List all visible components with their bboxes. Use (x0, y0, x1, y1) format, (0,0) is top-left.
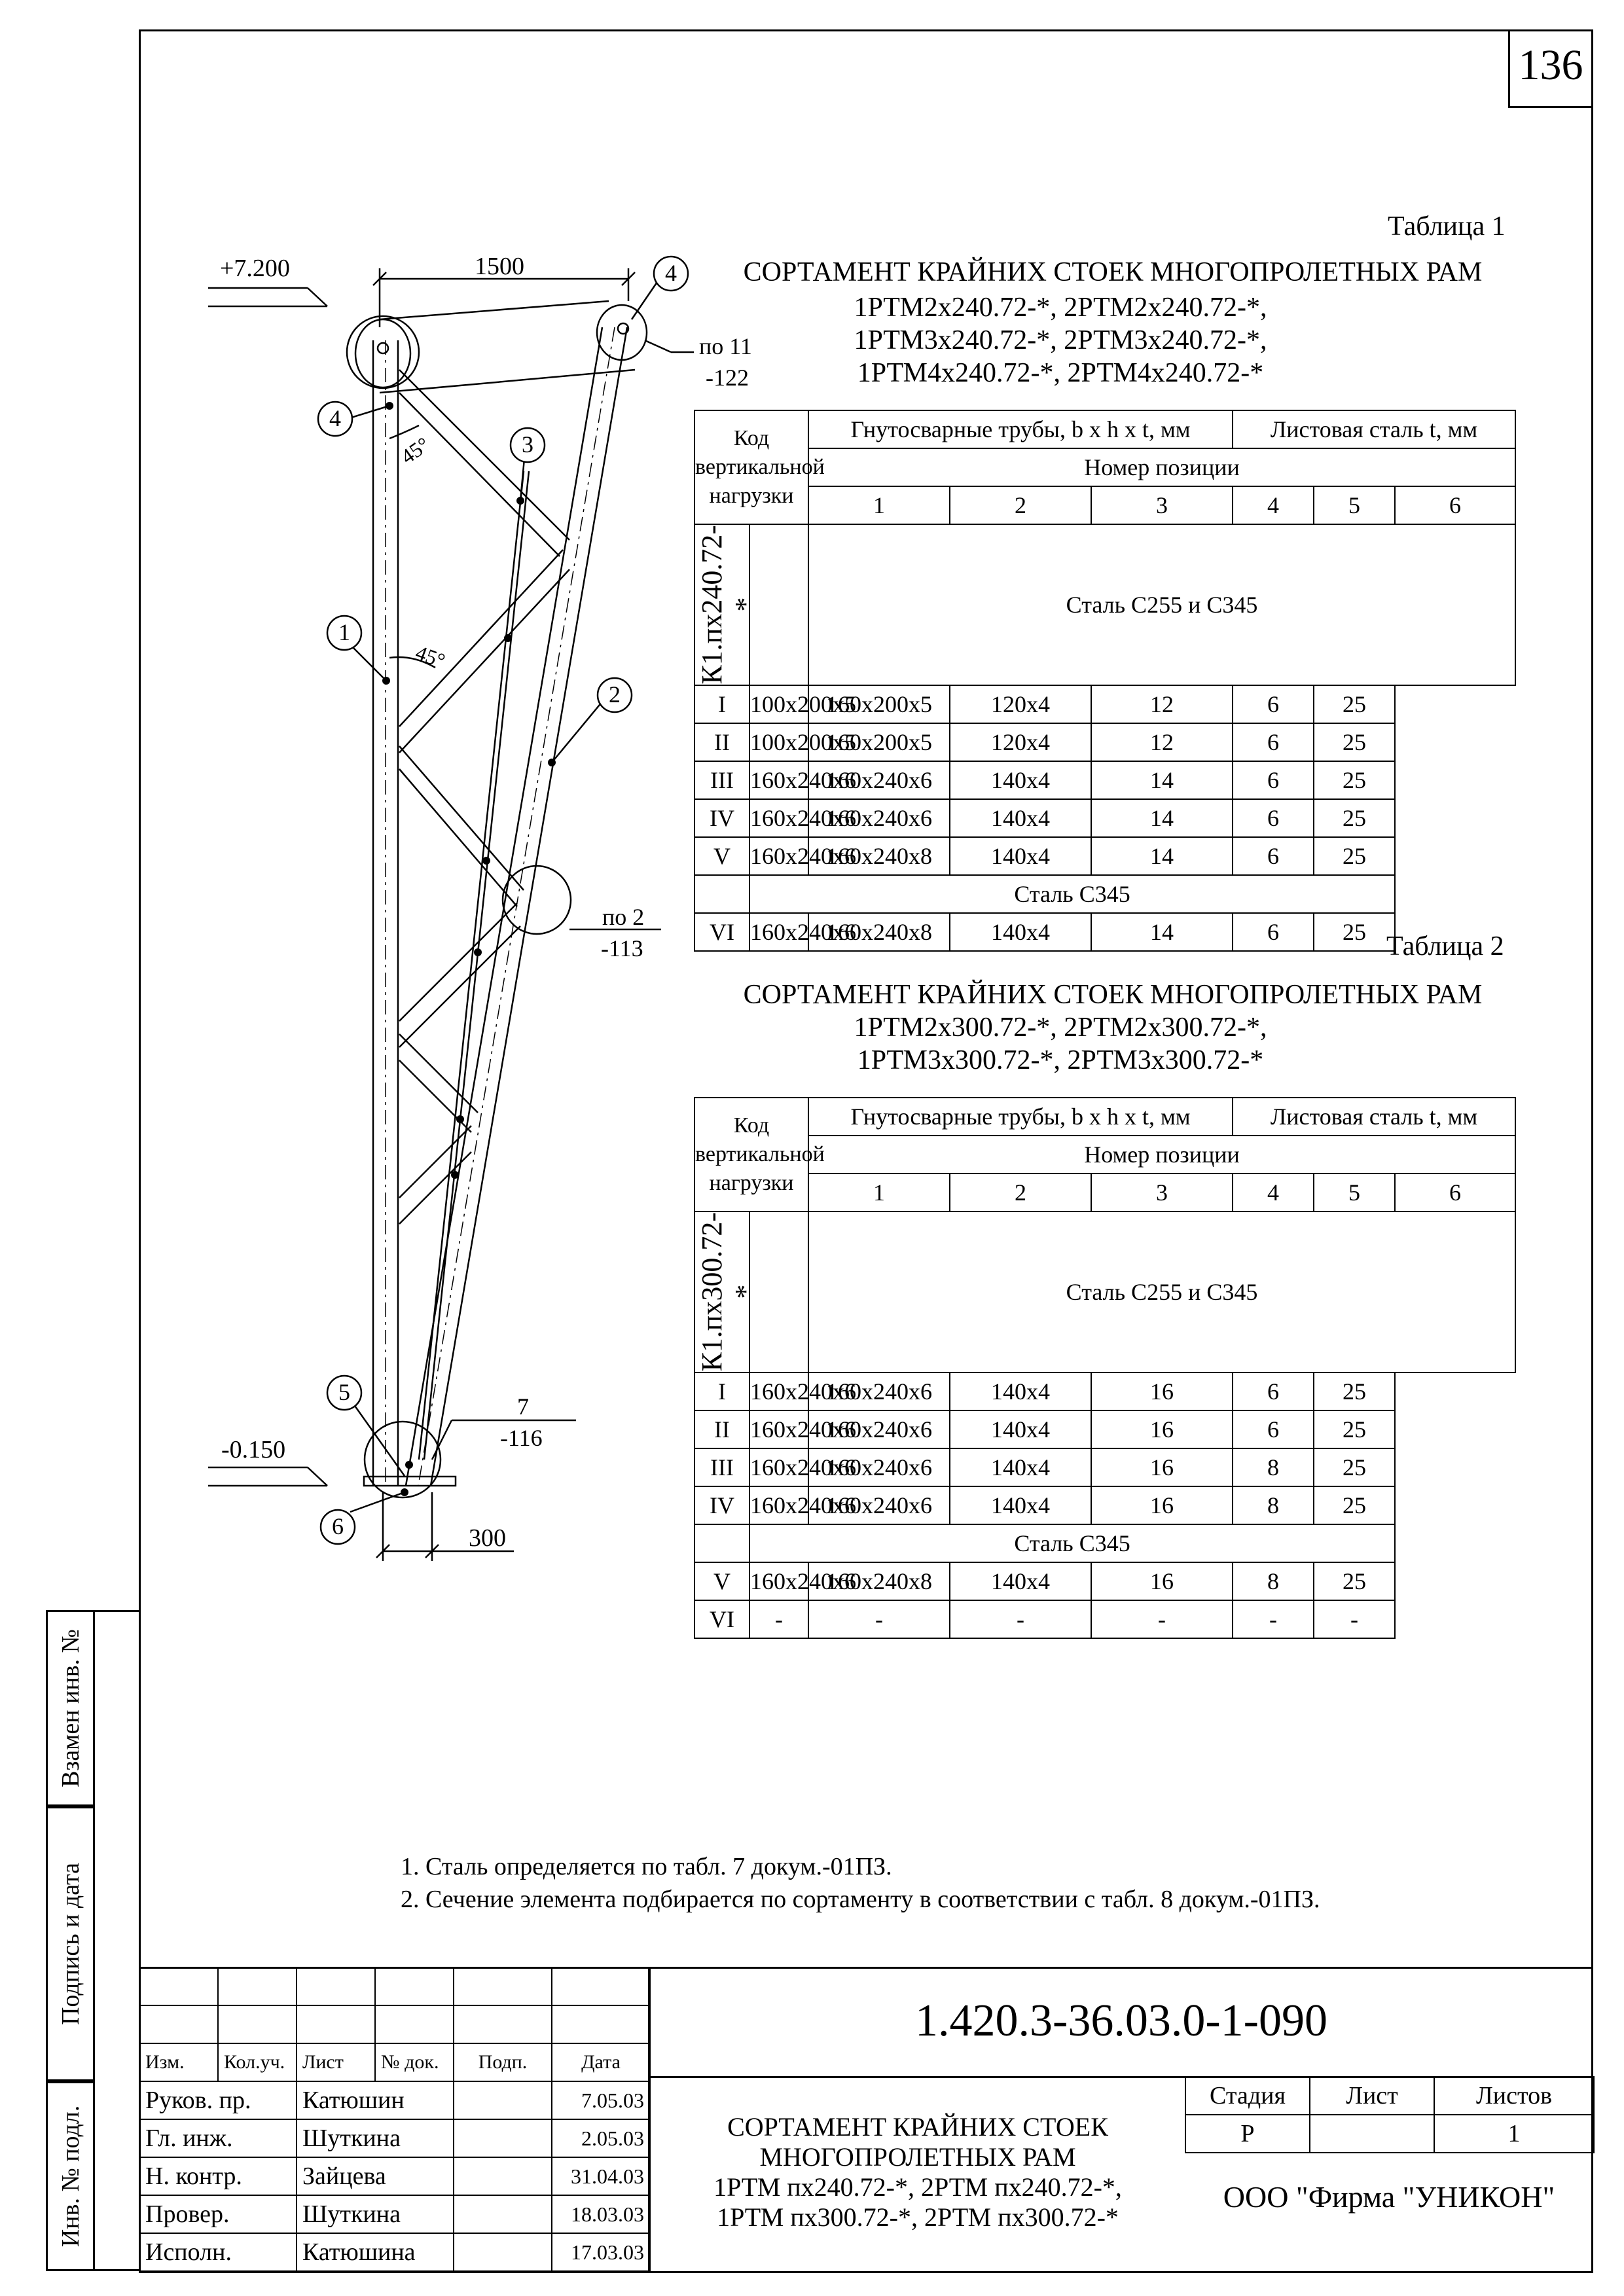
table2-rows1-cell: 25 (1314, 1448, 1395, 1486)
table1-rows1-cell: III (695, 761, 749, 799)
table2-rows1-cell: 8 (1233, 1486, 1314, 1524)
table2-rows1-cell: III (695, 1448, 749, 1486)
table1 (694, 410, 1516, 952)
table1-rows1 (695, 685, 1515, 875)
table1-rows1-cell: 25 (1314, 837, 1395, 875)
table2-group-cell (695, 1211, 761, 1372)
stage-value: Р (1185, 2115, 1310, 2153)
table1-rows1-cell: 14 (1091, 837, 1233, 875)
hdr-doc: № док. (375, 2043, 454, 2081)
table1-rows1-cell: 25 (1314, 723, 1395, 761)
hdr-izm: Изм. (139, 2043, 218, 2081)
table2-head-code: Код вертикальной нагрузки (695, 1098, 808, 1211)
table1-rows1-cell: V (695, 837, 749, 875)
sheets-value: 1 (1434, 2115, 1594, 2153)
table1-rows2-cell: 160х240х8 (808, 913, 950, 951)
side-signature-date: Подпись и дата (46, 1806, 95, 2081)
signature (454, 2157, 552, 2195)
table1-rows1-cell: 140х4 (950, 799, 1091, 837)
column-drawing (0, 0, 694, 1584)
table1-rows1-cell: 6 (1233, 837, 1314, 875)
table2-subtitle-1: 1РТМ2х300.72-*, 2РТМ2х300.72-*, (854, 1013, 1267, 1043)
table1-head-sheet: Листовая сталь t, мм (1233, 410, 1515, 448)
table1-subtitle-3: 1РТМ4х240.72-*, 2РТМ4х240.72-* (857, 358, 1264, 388)
doc-title-3: 1РТМ пх240.72-*, 2РТМ пх240.72-*, (713, 2172, 1122, 2202)
table1-rows1-cell: 6 (1233, 761, 1314, 799)
table2-rows2-cell: 140х4 (950, 1562, 1091, 1600)
table1-rows1-cell: 25 (1314, 685, 1395, 723)
table2-rows1-cell: 160х240х6 (749, 1410, 808, 1448)
angle-label-2: 45° (412, 640, 448, 673)
hdr-date: Дата (552, 2043, 650, 2081)
table1-rows1-row (695, 799, 1515, 837)
person-name: Шуткина (297, 2195, 454, 2233)
table1-rows1-cell: 100х200х5 (749, 685, 808, 723)
table1-title: СОРТАМЕНТ КРАЙНИХ СТОЕК МНОГОПРОЛЕТНЫХ РАМ (743, 257, 1483, 287)
table2-rows1-cell: 25 (1314, 1372, 1395, 1410)
table2-rows1-cell: 25 (1314, 1486, 1395, 1524)
table1-rows1-row (695, 837, 1515, 875)
callout-6: 6 (332, 1513, 344, 1539)
table1-rows1-cell: 160х240х6 (749, 837, 808, 875)
table1-rows1-cell: 160х200х5 (808, 723, 950, 761)
table1-col: 2 (950, 486, 1091, 524)
ref-7-bottom: -116 (500, 1425, 543, 1451)
table2-rows2-cell: V (695, 1562, 749, 1600)
table2-rows2-cell: - (1091, 1600, 1233, 1638)
callout-4-left: 4 (329, 405, 341, 431)
ref-2-top: по 2 (602, 904, 645, 930)
table2-rows1-cell: 25 (1314, 1410, 1395, 1448)
table2-rows1-cell: 160х240х6 (749, 1372, 808, 1410)
table1-rows1-cell: 140х4 (950, 761, 1091, 799)
role: Руков. пр. (139, 2081, 297, 2119)
angle-label-1: 45° (396, 432, 434, 469)
signature-row (139, 2081, 650, 2119)
table2-rows1-cell: 160х240х6 (808, 1372, 950, 1410)
hdr-sign: Подп. (454, 2043, 552, 2081)
table2-rows1-cell: 16 (1091, 1486, 1233, 1524)
table2-rows1-cell: IV (695, 1486, 749, 1524)
table1-rows1-row (695, 761, 1515, 799)
date: 31.04.03 (552, 2157, 650, 2195)
table2-head-pos: Номер позиции (808, 1136, 1515, 1174)
table2-rows1-cell: 16 (1091, 1448, 1233, 1486)
level-top-label: +7.200 (220, 255, 290, 282)
table2-rows2-cell: - (950, 1600, 1091, 1638)
table1-rows1-row (695, 723, 1515, 761)
table1-rows1-cell: IV (695, 799, 749, 837)
sheet-header: Лист (1310, 2077, 1434, 2115)
signature (454, 2081, 552, 2119)
table2-rows1-cell: 8 (1233, 1448, 1314, 1486)
table1-rows1-row (695, 685, 1515, 723)
note-1: 1. Сталь определяется по табл. 7 докум.-01ПЗ. (401, 1853, 892, 1880)
table1-rows1-cell: 25 (1314, 799, 1395, 837)
table1-head-code: Код вертикальной нагрузки (695, 410, 808, 524)
signature-row (139, 2119, 650, 2157)
table1-col: 1 (808, 486, 950, 524)
table2-steel2: Сталь С345 (749, 1524, 1395, 1562)
stage-table (1185, 2076, 1595, 2153)
table1-rows1-cell: 160х240х6 (808, 799, 950, 837)
date: 7.05.03 (552, 2081, 650, 2119)
date: 2.05.03 (552, 2119, 650, 2157)
table2-rows1-cell: 16 (1091, 1410, 1233, 1448)
table1-rows1-cell: 160х240х8 (808, 837, 950, 875)
note-2: 2. Сечение элемента подбирается по сортаменту в соответствии с табл. 8 докум.-01ПЗ. (401, 1886, 1320, 1913)
table1-subtitle-1: 1РТМ2х240.72-*, 2РТМ2х240.72-*, (854, 293, 1267, 323)
stage-header: Стадия (1185, 2077, 1310, 2115)
table2-title: СОРТАМЕНТ КРАЙНИХ СТОЕК МНОГОПРОЛЕТНЫХ РАМ (743, 980, 1483, 1010)
table2-rows1-cell: 140х4 (950, 1486, 1091, 1524)
side-inv-original: Инв. № подл. (46, 2081, 95, 2271)
side-strip (95, 1610, 139, 2271)
table1-rows1-cell: II (695, 723, 749, 761)
table2-rows1-cell: 140х4 (950, 1372, 1091, 1410)
page-number: 136 (1518, 41, 1583, 89)
company-name: ООО "Фирма "УНИКОН" (1223, 2180, 1555, 2214)
table1-steel2: Сталь С345 (749, 875, 1395, 913)
dim-bottom-label: 300 (469, 1524, 506, 1552)
table2-rows2-row (695, 1600, 1515, 1638)
callout-5: 5 (338, 1379, 350, 1405)
table2-rows1-cell: 160х240х6 (808, 1410, 950, 1448)
table2-rows2-row (695, 1562, 1515, 1600)
signature (454, 2233, 552, 2271)
signature (454, 2119, 552, 2157)
table2 (694, 1097, 1516, 1639)
table1-rows1-cell: 120х4 (950, 685, 1091, 723)
table1-rows1-cell: 6 (1233, 799, 1314, 837)
role: Н. контр. (139, 2157, 297, 2195)
table2-rows2-cell: 160х240х8 (808, 1562, 950, 1600)
table2-steel1: Сталь С255 и С345 (808, 1211, 1515, 1372)
doc-title-1: СОРТАМЕНТ КРАЙНИХ СТОЕК (727, 2112, 1108, 2142)
table2-col: 3 (1091, 1174, 1233, 1211)
table2-rows1-row (695, 1372, 1515, 1410)
table2-rows2-cell: 25 (1314, 1562, 1395, 1600)
side-replace-inv: Взамен инв. № (46, 1610, 95, 1806)
table2-rows1-cell: I (695, 1372, 749, 1410)
callout-4-top: 4 (665, 260, 677, 286)
ref-11-top: по 11 (699, 333, 752, 359)
table1-rows1-cell: 12 (1091, 723, 1233, 761)
table2-rows2-cell: - (749, 1600, 808, 1638)
table1-col: 6 (1395, 486, 1515, 524)
person-name: Шуткина (297, 2119, 454, 2157)
table1-head-tubes: Гнутосварные трубы, b x h x t, мм (808, 410, 1233, 448)
table2-rows1-cell: 160х240х6 (808, 1448, 950, 1486)
callout-2: 2 (609, 681, 621, 708)
sheets-header: Листов (1434, 2077, 1594, 2115)
table2-rows1-cell: 160х240х6 (749, 1448, 808, 1486)
sheet-value (1310, 2115, 1434, 2153)
table1-group-label: К1.пх240.72-* (696, 525, 761, 685)
table2-group-label: К1.пх300.72-* (696, 1212, 761, 1372)
table2-rows1-cell: 6 (1233, 1372, 1314, 1410)
table1-rows2-cell: 160х240х6 (749, 913, 808, 951)
table2-rows2-cell: - (1233, 1600, 1314, 1638)
level-bottom-label: -0.150 (221, 1436, 286, 1463)
table2-head-sheet: Листовая сталь t, мм (1233, 1098, 1515, 1136)
table1-rows1-cell: 6 (1233, 723, 1314, 761)
table2-rows2-cell: 16 (1091, 1562, 1233, 1600)
table1-rows2-cell: 25 (1314, 913, 1395, 951)
table1-group-cell (695, 524, 761, 685)
table2-rows1-row (695, 1486, 1515, 1524)
signature-row (139, 2233, 650, 2271)
table2-rows1-cell: 140х4 (950, 1410, 1091, 1448)
table1-rows1-cell: 12 (1091, 685, 1233, 723)
table1-rows1-cell: 160х240х6 (749, 761, 808, 799)
role: Провер. (139, 2195, 297, 2233)
signature-row (139, 2195, 650, 2233)
doc-title-2: МНОГОПРОЛЕТНЫХ РАМ (759, 2142, 1076, 2172)
table2-rows2 (695, 1562, 1515, 1638)
role: Гл. инж. (139, 2119, 297, 2157)
table2-rows1-cell: 6 (1233, 1410, 1314, 1448)
table1-rows1-cell: 14 (1091, 761, 1233, 799)
table2-rows1-row (695, 1448, 1515, 1486)
table1-rows1-cell: 25 (1314, 761, 1395, 799)
signature-row (139, 2157, 650, 2195)
ref-7-top: 7 (517, 1393, 529, 1420)
hdr-kolch: Кол.уч. (218, 2043, 297, 2081)
revision-table (139, 1967, 651, 2272)
table1-rows1-cell: 100х200х5 (749, 723, 808, 761)
signature (454, 2195, 552, 2233)
table1-head-pos: Номер позиции (808, 448, 1515, 486)
table2-rows1-cell: 160х240х6 (749, 1486, 808, 1524)
table2-rows1-cell: 140х4 (950, 1448, 1091, 1486)
table2-rows2-cell: 8 (1233, 1562, 1314, 1600)
table2-rows2-cell: VI (695, 1600, 749, 1638)
table2-col: 1 (808, 1174, 950, 1211)
person-name: Зайцева (297, 2157, 454, 2195)
table2-rows1-row (695, 1410, 1515, 1448)
table2-col: 5 (1314, 1174, 1395, 1211)
table1-rows2-cell: 14 (1091, 913, 1233, 951)
table2-rows1-cell: 16 (1091, 1372, 1233, 1410)
table1-col: 5 (1314, 486, 1395, 524)
table1-label: Таблица 1 (1388, 211, 1506, 242)
doc-title-4: 1РТМ пх300.72-*, 2РТМ пх300.72-* (717, 2202, 1119, 2232)
person-name: Катюшина (297, 2233, 454, 2271)
table1-steel1: Сталь С255 и С345 (808, 524, 1515, 685)
table2-rows1-cell: 160х240х6 (808, 1486, 950, 1524)
callout-3: 3 (522, 431, 533, 457)
date: 18.03.03 (552, 2195, 650, 2233)
table1-col: 3 (1091, 486, 1233, 524)
dim-top-label: 1500 (475, 253, 524, 280)
table1-rows1-cell: 6 (1233, 685, 1314, 723)
table2-rows2-cell: 160х240х6 (749, 1562, 808, 1600)
table1-rows1-cell: 160х200х5 (808, 685, 950, 723)
table1-rows1-cell: 160х240х6 (808, 761, 950, 799)
table2-rows1 (695, 1372, 1515, 1524)
table2-subtitle-2: 1РТМ3х300.72-*, 2РТМ3х300.72-* (857, 1045, 1264, 1075)
table1-rows1-cell: 120х4 (950, 723, 1091, 761)
table1-rows1-cell: 160х240х6 (749, 799, 808, 837)
table2-head-tubes: Гнутосварные трубы, b x h x t, мм (808, 1098, 1233, 1136)
table2-rows2-cell: - (1314, 1600, 1395, 1638)
table1-rows2-cell: 140х4 (950, 913, 1091, 951)
table1-rows2-cell: VI (695, 913, 749, 951)
ref-11-bottom: -122 (706, 365, 749, 391)
ref-2-bottom: -113 (601, 935, 643, 961)
table2-rows2-cell: - (808, 1600, 950, 1638)
hdr-list: Лист (297, 2043, 375, 2081)
table2-rows1-cell: II (695, 1410, 749, 1448)
table2-col: 6 (1395, 1174, 1515, 1211)
table1-col: 4 (1233, 486, 1314, 524)
table1-rows1-cell: 14 (1091, 799, 1233, 837)
table1-rows1-cell: 140х4 (950, 837, 1091, 875)
table2-col: 2 (950, 1174, 1091, 1211)
table1-rows2-cell: 6 (1233, 913, 1314, 951)
document-code: 1.420.3-36.03.0-1-090 (915, 1996, 1327, 2046)
table1-subtitle-2: 1РТМ3х240.72-*, 2РТМ3х240.72-*, (854, 325, 1267, 355)
person-name: Катюшин (297, 2081, 454, 2119)
callout-1: 1 (338, 619, 350, 645)
date: 17.03.03 (552, 2233, 650, 2271)
table2-col: 4 (1233, 1174, 1314, 1211)
table2-label: Таблица 2 (1386, 931, 1504, 961)
table1-rows1-cell: I (695, 685, 749, 723)
role: Исполн. (139, 2233, 297, 2271)
